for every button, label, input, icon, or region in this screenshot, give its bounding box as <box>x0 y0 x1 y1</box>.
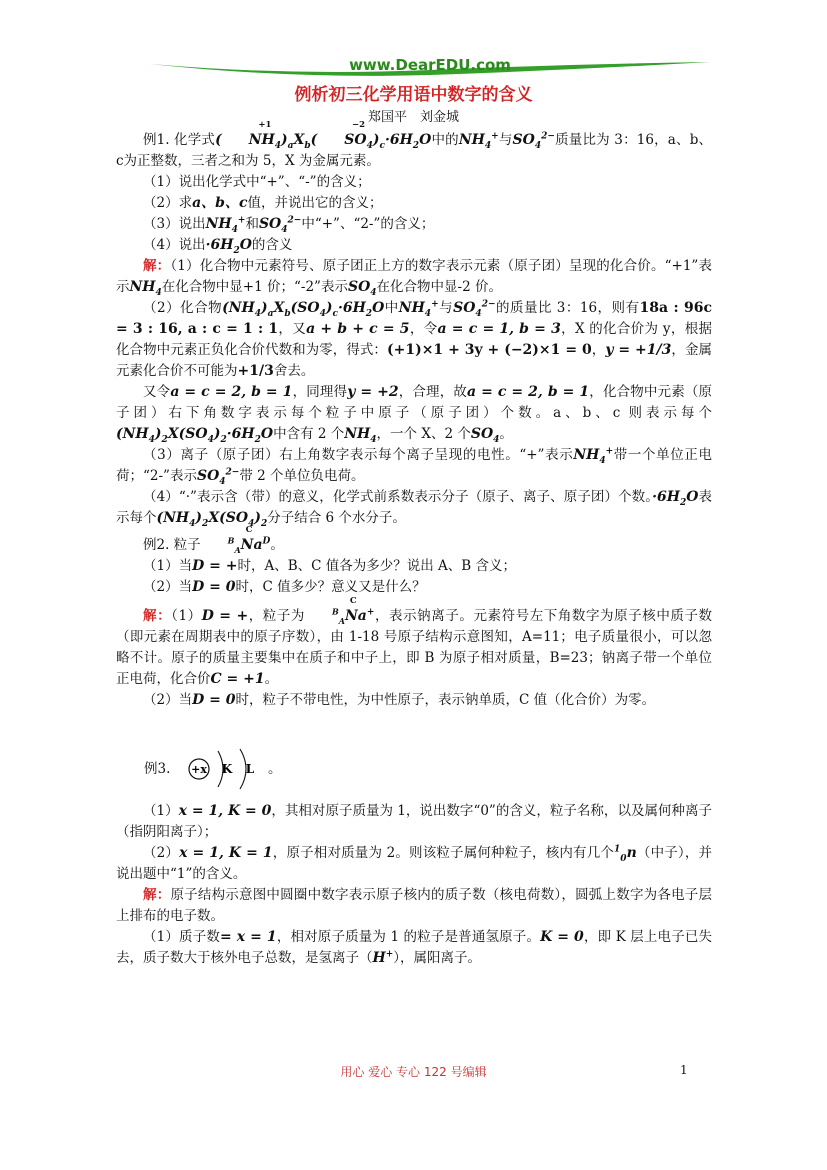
shell-l-label: L <box>245 762 255 776</box>
article-body <box>116 120 713 969</box>
particle-formula: $^B_ANa^D$ C <box>227 525 271 555</box>
example-1-head: 例1. 化学式 <box>143 132 216 148</box>
question-3-2: （2）x = 1, K = 1，原子相对质量为 2。则该粒子属何种粒子，核内有几个$^1_0$n（中子），并说出题中“1”的含义。 <box>116 844 713 882</box>
solution-1-part-2b: 又令a = c = 2, b = 1，同理得y = +2，合理，故a = c = 2, b = 1，化合物中元素（原子团）右下角数字表示每个粒子中原子（原子团）个数。a、b、c 则表示每个$(NH_4)_2X(SO_4)_2\cdot 6H_2O$中含有 2 个$NH_4$，一个 X、2 个$SO_4$。 <box>116 384 713 445</box>
question-2-1: （1）当D = +时，A、B、C 值各为多少？说出 A、B 含义； <box>143 558 516 574</box>
question-1-2: （2）求a、b、c值，并说出它的含义； <box>143 195 383 211</box>
site-header <box>150 56 710 78</box>
question-1-1: （1）说出化学式中“+”、“-”的含义； <box>143 174 371 190</box>
question-2-2: （2）当D = 0时，C 值多少？意义又是什么？ <box>143 579 426 595</box>
authors: 郑国平 刘金城 <box>367 110 459 125</box>
solution-1-part-2: （2）化合物$(NH_4)_aX_b(SO_4)_c\cdot 6H_2O$中$NH_4^+$与$SO_4^{2-}$的质量比 3：16，则有18a : 96c = 3 : 16, a : c = 1 : 1，又a + b + c = 5，令a = c = 1, b = 3，X 的化合价为 y，根据化合物中元素正负化合价代数和为零，得式：(+1)×1 + 3y + (−2)×1 = 0，y = +1/3，金属元素化合价不可能为+1/3舍去。 <box>116 299 713 379</box>
example-3: 例3. +x K L 。 <box>116 745 712 791</box>
shell-k-label: K <box>221 762 233 776</box>
solution-1-part-3: （3）离子（原子团）右上角数字表示每个离子呈现的电性。“+”表示$NH_4^+$带一个单位正电荷；“2-”表示$SO_4^{2-}$带 2 个单位负电荷。 <box>116 446 713 487</box>
formula-main: ( $NH_4$ +1 )$_aX_b$( $SO_4$ −2 )$_c\cdot 6H_2O$ <box>215 120 432 151</box>
example-1: 例1. 化学式( $NH_4$ +1 )$_aX_b$( $SO_4$ −2 )$_c\cdot 6H_2O$中的$NH_4^+$与$SO_4^{2-}$质量比为 3：16，a、b、c为正整数，三者之和为 5，X 为金属元素。 <box>116 120 713 169</box>
footer-text: 用心 爱心 专心 122 号编辑 <box>340 1065 487 1079</box>
solution-1-part-4: （4）“·”表示含（带）的意义，化学式前系数表示分子（原子、离子、原子团）个数。$\cdot 6H_2O$表示每个$(NH_4)_2X(SO_4)_2$分子结合 6 个水分子。 <box>116 489 713 529</box>
solution-3-part-1: （1）质子数= x = 1，相对原子质量为 1 的粒子是普通氢原子。K = 0，即 K 层上电子已失去，质子数大于核外电子总数，是氢离子（H+），属阳离子。 <box>116 929 713 966</box>
question-1-4: （4）说出$\cdot 6H_2O$的含义 <box>143 237 293 256</box>
solution-2-part-1: 解：（1）D = +，粒子为 $^B_A$Na+ C ，表示钠离子。元素符号左下角数字为原子核中质子数（即元素在周期表中的原子序数），由 1-18 号原子结构示意图知，A=11；电子质量很小，可以忽略不计。原子的质量主要集中在质子和中子上，即 B 为原子相对质量，B=23；钠离子带一个单位正电荷，化合价C = +1。 <box>116 596 713 687</box>
page-number: 1 <box>680 1063 688 1077</box>
nucleus-label: +x <box>191 763 207 776</box>
example-2: 例2. 粒子 $^B_ANa^D$ C 。 <box>143 525 284 555</box>
solution-2-part-2: （2）当D = 0时，粒子不带电性，为中性原子，表示钠单质，C 值（化合价）为零。 <box>143 692 656 708</box>
question-3-1: （1）x = 1, K = 0，其相对原子质量为 1，说出数字“0”的含义，粒子名称，以及属何种离子（指阴阳离子）； <box>116 803 713 840</box>
solution-1-part-1: 解：（1）化合物中元素符号、原子团正上方的数字表示元素（原子团）呈现的化合价。“+1”表示$NH_4$在化合物中显+1 价；“-2”表示$SO_4$在化合物中显-2 价。 <box>116 258 713 298</box>
page-title: 例析初三化学用语中数字的含义 <box>294 85 533 105</box>
site-url[interactable]: www.DearEDU.com <box>349 56 511 74</box>
so4-ion: $SO_4^{2-}$ <box>512 131 555 151</box>
question-1-3: （3）说出$NH_4^+$和$SO_4^{2-}$中“+”、“2-”的含义； <box>143 215 435 235</box>
solution-3-intro: 解：原子结构示意图中圆圈中数字表示原子核内的质子数（核电荷数），圆弧上数字为各电子层上排布的电子数。 <box>116 887 713 924</box>
atom-structure-diagram <box>186 745 266 791</box>
nh4-ion: $NH_4^+$ <box>458 131 499 151</box>
